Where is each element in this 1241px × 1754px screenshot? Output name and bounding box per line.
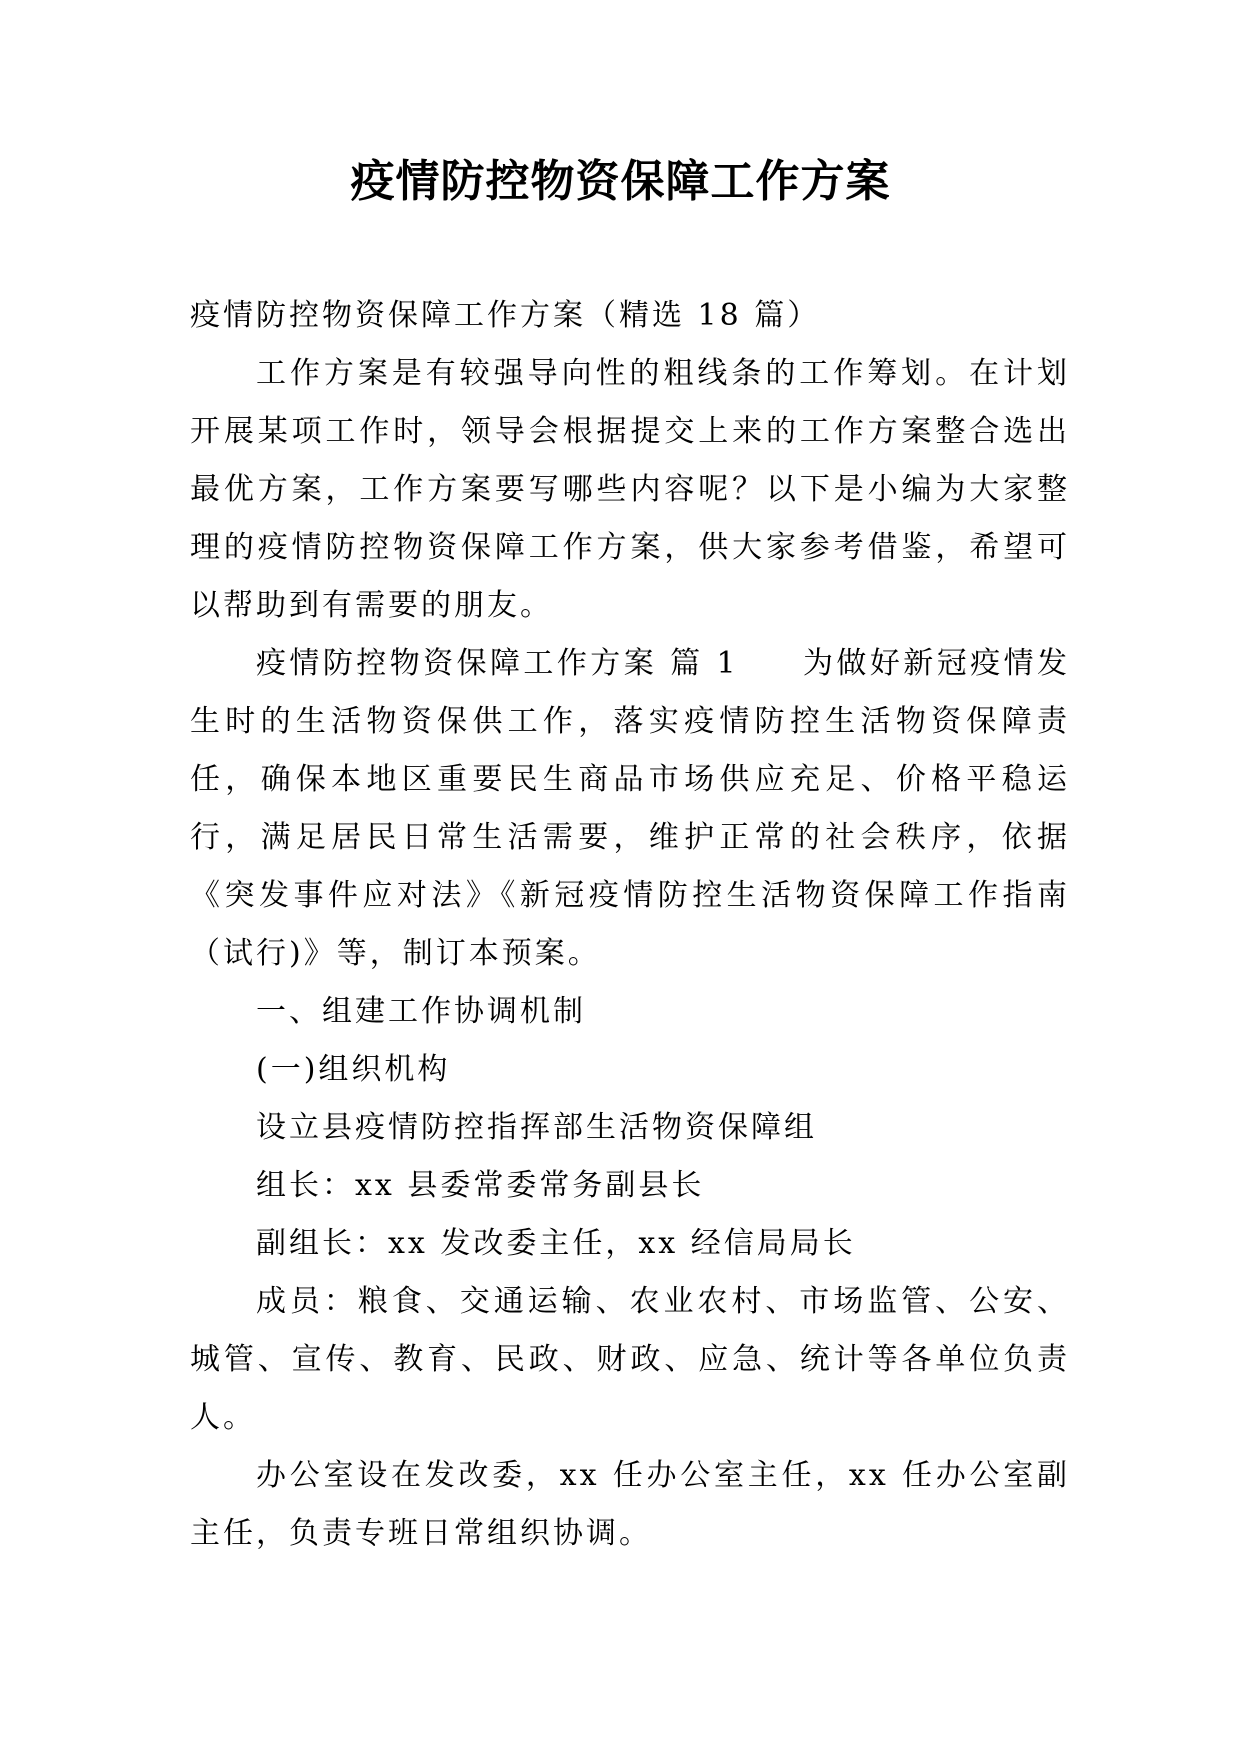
document-title: 疫情防控物资保障工作方案	[350, 156, 891, 207]
members-paragraph: 成员：粮食、交通运输、农业农村、市场监管、公安、城管、宣传、教育、民政、财政、应急、统计等各单位负责人。	[190, 1284, 1070, 1435]
setup-paragraph: 设立县疫情防控指挥部生活物资保障组	[256, 1110, 817, 1145]
subtitle-paragraph: 疫情防控物资保障工作方案（精选 18 篇）	[190, 298, 821, 333]
heading-organization: (一)组织机构	[256, 1052, 451, 1087]
heading-org-mechanism: 一、组建工作协调机制	[256, 994, 586, 1029]
intro-paragraph: 工作方案是有较强导向性的粗线条的工作筹划。在计划开展某项工作时，领导会根据提交上来的工作方案整合选出最优方案，工作方案要写哪些内容呢？以下是小编为大家整理的疫情防控物资保障工作方案，供大家参考借鉴，希望可以帮助到有需要的朋友。	[190, 356, 1070, 623]
section-1-body: 为做好新冠疫情发生时的生活物资保供工作，落实疫情防控生活物资保障责任，确保本地区重要民生商品市场供应充足、价格平稳运行，满足居民日常生活需要，维护正常的社会秩序，依据《突发事件应对法》《新冠疫情防控生活物资保障工作指南（试行)》等，制订本预案。	[190, 646, 1070, 971]
deputy-leader-paragraph: 副组长：xx 发改委主任，xx 经信局局长	[256, 1226, 856, 1261]
leader-paragraph: 组长：xx 县委常委常务副县长	[256, 1168, 705, 1203]
section-1-paragraph	[190, 635, 1070, 983]
section-1-heading: 疫情防控物资保障工作方案 篇 1	[256, 646, 739, 681]
office-paragraph: 办公室设在发改委，xx 任办公室主任，xx 任办公室副主任，负责专班日常组织协调。	[190, 1458, 1070, 1551]
document-body	[190, 287, 1070, 1563]
